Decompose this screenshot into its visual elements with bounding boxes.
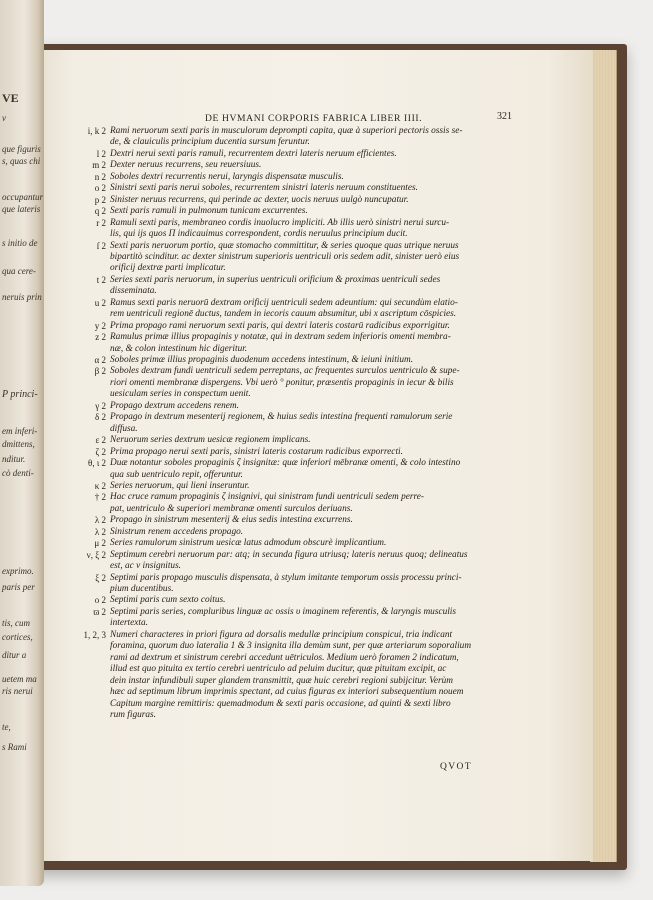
left-page-line: dmittens, xyxy=(2,439,35,449)
entry-marker: † 2 xyxy=(94,492,106,503)
entry-text-line: Ramulus primæ illius propaginis y notatæ, qui in dextram sedem inferioris omenti membra- xyxy=(110,332,451,343)
entry-marker: o 2 xyxy=(94,183,106,194)
left-page-line: s Rami xyxy=(2,742,27,752)
entry-text-line: Hac cruce ramum propaginis ζ insignivi, qui sinistram fundi uentriculi sedem perre- xyxy=(110,492,424,503)
running-header: DE HVMANI CORPORIS FABRICA LIBER IIII. xyxy=(205,113,423,124)
left-page-line: s initio de xyxy=(2,238,38,248)
entry-text-line: illud est quo pituita ex tertio cerebri uentriculo ad peluim ducitur, quæ pituitam excipit, ac xyxy=(110,664,447,675)
entry-text-line: Sexti paris neruorum portio, quæ stomacho committitur, & series quoque quas utrique neruus xyxy=(110,240,459,251)
entry-marker: δ 2 xyxy=(95,412,106,423)
entry-marker: z 2 xyxy=(95,332,106,343)
entry-text-line: rem uentriculi regionē ductus, tandem in iecoris cauum absumitur, ubi x ascriptum cōspicies. xyxy=(110,309,457,320)
entry-marker: u 2 xyxy=(94,297,106,308)
entry-text-line: intertexta. xyxy=(110,618,148,629)
entry-marker: q 2 xyxy=(94,206,106,217)
entry-marker: t 2 xyxy=(96,274,106,285)
left-page-line: te, xyxy=(2,722,11,732)
left-page-line: neruis prin xyxy=(2,292,42,302)
entry-text-line: næ, & colon intestinum hic digeritur. xyxy=(110,343,248,354)
left-page-line: ris nerui xyxy=(2,686,33,696)
entry-marker: ν, ξ 2 xyxy=(86,549,106,560)
left-page-line: cò denti- xyxy=(2,468,34,478)
entry-text-line: Series sexti paris neruorum, in superius uentriculi orificium & proximas uentriculi sedes xyxy=(110,274,441,285)
left-page-line: em inferi- xyxy=(2,426,38,436)
entry-text-line: Duæ notantur soboles propaginis ζ insignitæ: quæ inferiori mēbranæ omenti, & colo intestino xyxy=(110,458,461,469)
entry-text-line: Sinister neruus recurrens, qui perinde ac dexter, uocis neruus uulgò nuncupatur. xyxy=(110,194,409,205)
entry-text-line: dein instar infundibuli super glandem transmittit, quæ huic cerebri regioni subijcitur. Verùm xyxy=(110,675,454,686)
left-page-line: s, quas chi xyxy=(2,156,41,166)
left-page-line: qua cere- xyxy=(2,266,36,276)
entry-marker: ſ 2 xyxy=(96,240,106,251)
entry-text-line: Dexter neruus recurrens, seu reuersiuus. xyxy=(110,160,262,171)
entry-marker: l 2 xyxy=(96,148,106,159)
entry-text-line: foramina, quorum duo lateralia 1 & 3 insignita illa demùm sunt, per quæ arteriarum soporalium xyxy=(110,641,472,652)
entry-text-line: Ramuli sexti paris, membraneo cordis inuolucro impliciti. Ab illis uerò sinistri nerui surcu- xyxy=(110,217,450,228)
entry-text-line: Dextri nerui sexti paris ramuli, recurrentem dextri lateris neruum efficientes. xyxy=(110,148,397,159)
entry-marker: κ 2 xyxy=(94,480,106,491)
entry-marker: μ 2 xyxy=(94,538,106,549)
left-page-line: paris per xyxy=(2,582,35,592)
book-page-left xyxy=(0,0,44,886)
entry-text-line: pat, uentriculo & superiori membranæ omenti surculos deriuans. xyxy=(110,503,353,514)
entry-marker: i, k 2 xyxy=(87,126,106,136)
entry-text-line: rami ad dextrum et sinistrum cerebri accedunt uētriculos. Medium uerò foramen 2 indicatum, xyxy=(110,652,459,663)
entry-text-line: hæc ad septimum librum imprimis spectant, ad cuius figuras ex interiori subsequentium nouem xyxy=(110,687,464,698)
page-edges xyxy=(590,50,617,862)
entry-text-line: Septimi paris cum sexto coitus. xyxy=(110,595,226,606)
entry-text-line: de, & clauiculis principium ducentia sursum feruntur. xyxy=(110,137,310,148)
entry-marker: θ, ι 2 xyxy=(88,458,106,469)
entry-text-line: Series ramulorum sinistrum uesicæ latus admodum obscurè implicantium. xyxy=(110,538,387,549)
entry-text-line: Soboles dextram fundi uentriculi sedem perreptans, ac frequentes surculos uentriculo & supe- xyxy=(110,366,460,377)
entry-marker: α 2 xyxy=(94,355,106,365)
entry-marker: ε 2 xyxy=(95,435,106,446)
left-page-line: VE xyxy=(2,91,19,105)
entry-text-line: Neruorum series dextrum uesicæ regionem implicans. xyxy=(110,435,311,446)
page-number: 321 xyxy=(497,111,512,122)
left-page-line: v xyxy=(2,113,6,123)
entry-text-line: Sexti paris ramuli in pulmonum tunicam excurrentes. xyxy=(110,206,308,217)
entry-text-line: qua sub uentriculo repit, offeruntur. xyxy=(110,469,243,480)
entry-text-line: Soboles dextri recurrentis nerui, laryngis dispensatæ musculis. xyxy=(110,171,344,182)
entry-text-line: Series neruorum, qui lieni inseruntur. xyxy=(110,480,250,491)
entry-marker: ζ 2 xyxy=(95,446,106,457)
entry-text-line: orificij dextræ parti implicatur. xyxy=(110,263,226,274)
entry-text-line: Septimum cerebri neruorum par: atq; in secunda figura utriusq; lateris neruus quoq; delineatus xyxy=(110,549,468,560)
entry-marker: β 2 xyxy=(94,366,106,377)
entry-marker: r 2 xyxy=(96,217,106,228)
left-page-line: que figuris xyxy=(2,144,41,154)
entry-text-line: Propago in sinistrum mesenterij & eius sedis intestina excurrens. xyxy=(110,515,353,526)
entry-text-line: Septimi paris propago musculis dispensata, à stylum imitante temporum ossis processu princi- xyxy=(110,572,462,583)
left-page-line: exprimo. xyxy=(2,566,34,576)
entry-text-line: Ramus sexti paris neruorū dextram orificij uentriculi sedem adeuntium: qui secundùm elatio- xyxy=(110,297,458,308)
left-page-line: occupantur xyxy=(2,192,43,202)
entry-marker: 1, 2, 3 xyxy=(83,629,106,640)
entry-text-line: Numeri characteres in priori figura ad dorsalis medullæ principium conspicui, tria indicant xyxy=(110,629,453,640)
entry-marker: p 2 xyxy=(94,194,106,205)
entry-marker: γ 2 xyxy=(95,400,106,411)
entry-marker: ξ 2 xyxy=(95,572,106,583)
entry-text-line: lis, qui ijs quos Π indicauimus correspondent, cordis neruulus principium ducit. xyxy=(110,229,408,240)
entry-text-line: Propago dextrum accedens renem. xyxy=(110,400,239,411)
left-page-line: uetem ma xyxy=(2,674,37,684)
entry-text-line: Soboles primæ illius propaginis duodenum accedens intestinum, & ieiuni initium. xyxy=(110,355,414,365)
left-page-line: que lateris xyxy=(2,204,41,214)
left-page-line: cortices, xyxy=(2,632,33,642)
entry-marker: o 2 xyxy=(94,595,106,606)
entry-text-line: Prima propago rami neruorum sexti paris, qui dextri lateris costarū radicibus exporrigitur. xyxy=(110,320,450,331)
entry-marker: n 2 xyxy=(94,171,106,182)
entry-marker: ϖ 2 xyxy=(93,606,106,617)
entry-text-line: Rami neruorum sexti paris in musculorum deprompti capita, quæ à superiori pectoris ossis se- xyxy=(110,126,463,136)
entry-text-line: uesiculam series in conspectum uenit. xyxy=(110,389,251,400)
entry-text-line: Septimi paris series, compluribus linguæ ac ossis υ imaginem referentis, & laryngis musculis xyxy=(110,606,457,617)
left-page-line: nditur. xyxy=(2,454,26,464)
entry-text-line: diffusa. xyxy=(110,423,138,434)
entry-marker: y 2 xyxy=(94,320,106,331)
entry-text-line: disseminata. xyxy=(110,286,157,297)
entry-text-line: riori omenti membranæ dispergens. Vbi uerò ° ponitur, præsentis propaginis in iecur & bilis xyxy=(110,377,454,388)
entry-text-line: Sinistri sexti paris nerui soboles, recurrentem sinistri lateris neruum constituentes. xyxy=(110,183,418,194)
entry-marker: λ 2 xyxy=(94,526,106,537)
entry-text-line: Sinistrum renem accedens propago. xyxy=(110,526,244,537)
entry-marker: m 2 xyxy=(92,160,106,171)
entry-text-line: rum figuras. xyxy=(110,709,156,720)
entry-text-line: Prima propago nerui sexti paris, sinistri lateris costarum radicibus exporrecti. xyxy=(110,446,403,457)
entry-text-line: Capitum margine remittiris: quemadmodum & sexti paris occasione, ad quinti & sexti libro xyxy=(110,698,451,709)
entry-marker: λ 2 xyxy=(94,515,106,526)
entry-text-line: Propago in dextrum mesenterij regionem, & huius sedis intestina frequenti ramulorum serie xyxy=(110,412,453,423)
left-page-line: P princi- xyxy=(2,389,38,400)
left-page-line: tis, cum xyxy=(2,618,30,628)
entry-text-line: est, ac ν insignitus. xyxy=(110,561,182,572)
entry-text-line: bipartitò scinditur. ac dexter sinistrum superioris uentriculi oris sedem adit, sinister uerò eius xyxy=(110,251,460,262)
entry-text-line: pium ducentibus. xyxy=(110,584,174,594)
catchword: QVOT xyxy=(440,762,472,772)
left-page-line: ditur a xyxy=(2,650,27,660)
